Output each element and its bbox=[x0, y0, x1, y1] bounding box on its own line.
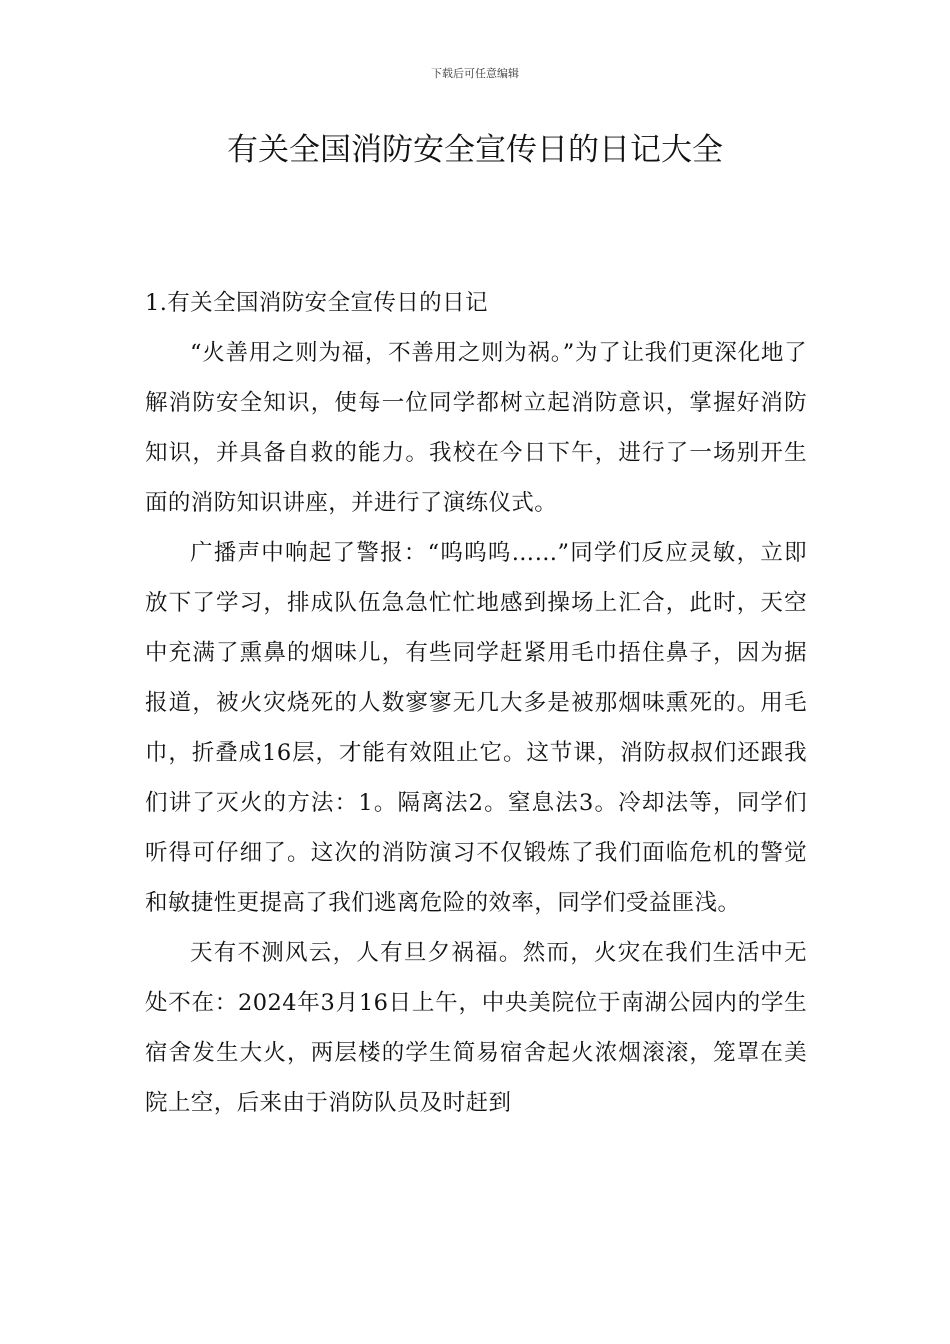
document-body bbox=[145, 278, 807, 1128]
page-header-note: 下载后可任意编辑 bbox=[431, 67, 519, 80]
paragraph-2: 广播声中响起了警报：“呜呜呜……”同学们反应灵敏，立即放下了学习，排成队伍急急忙忙地感到操场上汇合，此时，天空中充满了熏鼻的烟味儿，有些同学赶紧用毛巾捂住鼻子，因为据报道，被火灾烧死的人数寥寥无几大多是被那烟味熏死的。用毛巾，折叠成16层，才能有效阻止它。这节课，消防叔叔们还跟我们讲了灭火的方法：1。隔离法2。窒息法3。冷却法等，同学们听得可仔细了。这次的消防演习不仅锻炼了我们面临危机的警觉和敏捷性更提高了我们逃离危险的效率，同学们受益匪浅。 bbox=[145, 540, 807, 916]
paragraph-1: “火善用之则为福，不善用之则为祸。”为了让我们更深化地了解消防安全知识，使每一位同学都树立起消防意识，掌握好消防知识，并具备自救的能力。我校在今日下午，进行了一场别开生面的消防知识讲座，并进行了演练仪式。 bbox=[145, 340, 807, 516]
document-title: 有关全国消防安全宣传日的日记大全 bbox=[227, 132, 723, 168]
section-heading: 1.有关全国消防安全宣传日的日记 bbox=[145, 290, 488, 316]
paragraph-3: 天有不测风云，人有旦夕祸福。然而，火灾在我们生活中无处不在：2024年3月16日上午，中央美院位于南湖公园内的学生宿舍发生大火，两层楼的学生简易宿舍起火浓烟滚滚，笼罩在美院上空，后来由于消防队员及时赶到 bbox=[145, 940, 807, 1116]
